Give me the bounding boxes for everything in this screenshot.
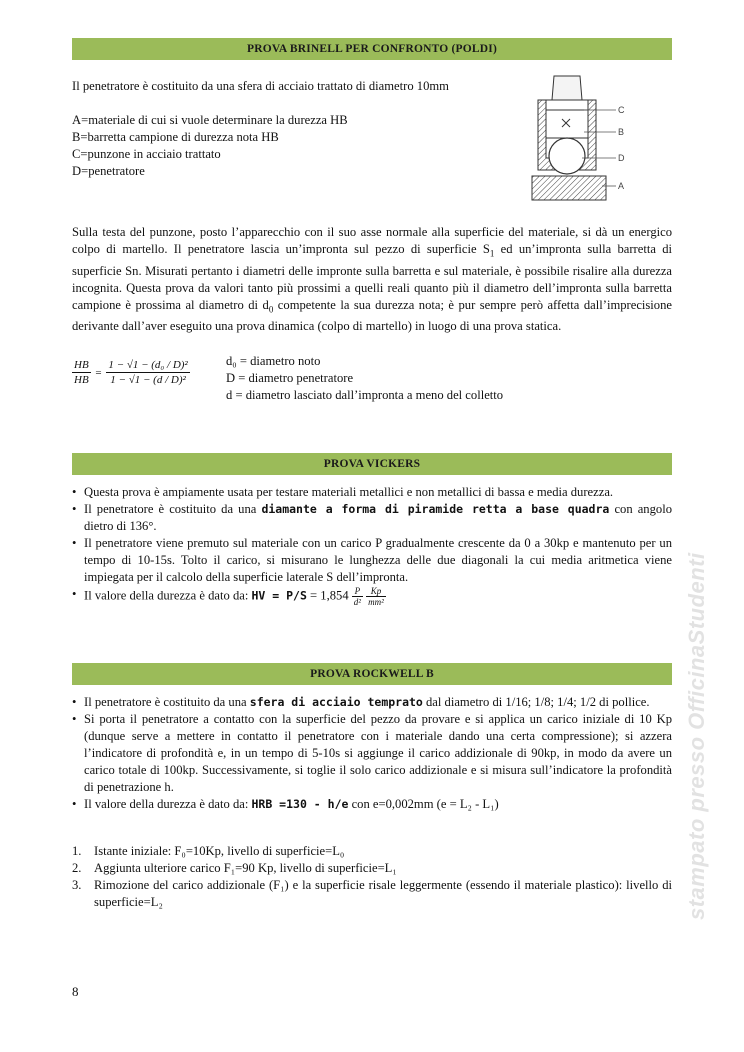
legend-D: D = diametro penetratore (226, 371, 354, 385)
vickers-fraction-kp: $\frac{Kp}{\text{mm²}}$ (368, 586, 384, 607)
formula-lhs-top: HB (74, 359, 89, 371)
figure-label-a: A (618, 181, 625, 191)
brinell-formula: $\frac{HB}{HB}$ = $\frac{\text{1 − √1 − (d₀ / D)²}}{\text{1 − √1 − (d / D)²}}$ (74, 359, 188, 386)
rockwell-b1-post: dal diametro di 1/16; 1/8; 1/4; 1/2 di pollice. (422, 695, 650, 709)
brinell-apparatus-figure (528, 74, 638, 206)
brinell-sub-0: 0 (268, 304, 274, 315)
brinell-item-c: C=punzone in acciaio trattato (72, 147, 221, 161)
legend-d0: d₀ = diametro noto (226, 354, 321, 368)
figure-label-b: B (618, 127, 625, 137)
figure-label-d: D (618, 153, 625, 163)
rockwell-bullet-1 (72, 694, 672, 711)
page-number: 8 (72, 984, 79, 999)
section-title-vickers: PROVA VICKERS (72, 453, 672, 475)
ball-penetrator-shape (549, 138, 585, 174)
vickers-formula: HV = P/S (251, 588, 307, 603)
legend-d: d = diametro lasciato dall’impronta a meno del colletto (226, 388, 504, 402)
rockwell-bullet-2: • Si porta il penetratore a contatto con la superficie del pezzo da provare e si applica un carico iniziale di 10 Kp (dunque serve a mettere in contatto il penetratore con i materiale dando una certa compressione); si azzera l’indicatore di profondità e, in un tempo di 5-10s si aggiunge il carico addizionale di 90kp, in modo da avere un carico totale di 100kp. Successivamente, si toglie il solo carico addizionale e si misura sull’indicatore la profondità di penetrazione h. (72, 711, 672, 796)
brinell-legend (226, 353, 503, 404)
rockwell-step-3: 3. Rimozione del carico addizionale (F₁) e la superficie risale leggermente (essendo il materiale plastico): livello di superficie=L₂ (72, 878, 672, 909)
vickers-b4-post: = 1,854 (306, 588, 352, 603)
rockwell-b3-pre: Il valore della durezza è dato da: (84, 797, 252, 811)
brinell-paragraph-b: ed un’impronta sulla barretta di superficie Sn. Misurati pertanto i diametri delle impronte sulla barretta e sul materiale, è possibile risalire alla durezza incognita. Questa prova da valori tanto più prossimi a quelli reali quanto più il diametro dell’impronta sulla barretta campione è prossima al diametro di d (72, 242, 672, 312)
section-title-brinell: PROVA BRINELL PER CONFRONTO (POLDI) (72, 38, 672, 60)
vickers-fraction-p: $\frac{P}{\text{d²}}$ (353, 586, 361, 607)
rockwell-b1-bold: sfera di acciaio temprato (249, 695, 423, 709)
vickers-block (72, 484, 672, 607)
formula-rhs-top: 1 − √1 − (d₀ / D)² (108, 359, 188, 371)
vickers-b4-pre: Il valore della durezza è dato da: (84, 588, 252, 603)
figure-label-c: C (618, 105, 625, 115)
brinell-item-d: D=penetratore (72, 164, 145, 178)
rockwell-step-2: 2. Aggiunta ulteriore carico F₁=90 Kp, livello di superficie=L₁ (72, 861, 397, 875)
brinell-paragraph-a: Sulla testa del punzone, posto l’apparecchio con il suo asse normale alla superficie del materiale, si dà un energico colpo di martello. Il penetratore lascia un’impronta sul pezzo di superficie S (72, 225, 672, 256)
punch-shape (552, 76, 582, 100)
brinell-paragraph (72, 224, 672, 335)
rockwell-step-1: 1. Istante iniziale: F₀=10Kp, livello di superficie=L₀ (72, 844, 345, 858)
rockwell-block (72, 694, 672, 813)
section-title-rockwell: PROVA ROCKWELL B (72, 663, 672, 685)
vickers-bullet-1: • Questa prova è ampiamente usata per testare materiali metallici e non metallici di bassa e media durezza. (72, 484, 672, 501)
rockwell-bullet-3 (72, 796, 672, 813)
vickers-bullet-3: • Il penetratore viene premuto sul materiale con un carico P gradualmente crescente da 0 a 30kp e mantenuto per un tempo di 10-15s. Tolto il carico, si misurano le lunghezza delle due diagonali la cui media aritmetica viene impiegata per il calcolo della superficie laterale S dell’impronta. (72, 535, 672, 586)
brinell-item-b: B=barretta campione di durezza nota HB (72, 130, 279, 144)
rockwell-b1-pre: Il penetratore è costituito da una (84, 695, 250, 709)
vickers-bullet-2 (72, 501, 672, 535)
vickers-b2-post: con angolo dietro di 136°. (84, 502, 672, 533)
vickers-b2-pre: Il penetratore è costituito da una (84, 502, 262, 516)
brinell-paragraph-c: competente la sua durezza nota; è pur sempre però affetta dall’imprecisione derivante dall’aver eseguito una prova dinamica (colpo di martello) in luogo di una prova statica. (72, 297, 672, 334)
rockwell-steps (72, 843, 672, 911)
brinell-intro: Il penetratore è costituito da una sfera di acciaio trattato di diametro 10mm (72, 79, 449, 93)
brinell-item-a: A=materiale di cui si vuole determinare la durezza HB (72, 113, 348, 127)
formula-lhs-bottom: HB (74, 374, 89, 386)
material-shape (532, 176, 606, 200)
vickers-bullet-4 (72, 586, 672, 607)
brinell-sub-1: 1 (489, 248, 495, 259)
formula-rhs-bottom: 1 − √1 − (d / D)² (110, 374, 186, 386)
rockwell-b3-post: con e=0,002mm (e = L₂ - L₁) (348, 797, 499, 811)
vickers-b2-bold: diamante a forma di piramide retta a base quadra (261, 502, 610, 516)
rockwell-formula: HRB =130 - h/e (251, 797, 349, 811)
brinell-intro-block (72, 78, 512, 180)
watermark: stampato presso OfficinaStudenti (684, 552, 709, 920)
